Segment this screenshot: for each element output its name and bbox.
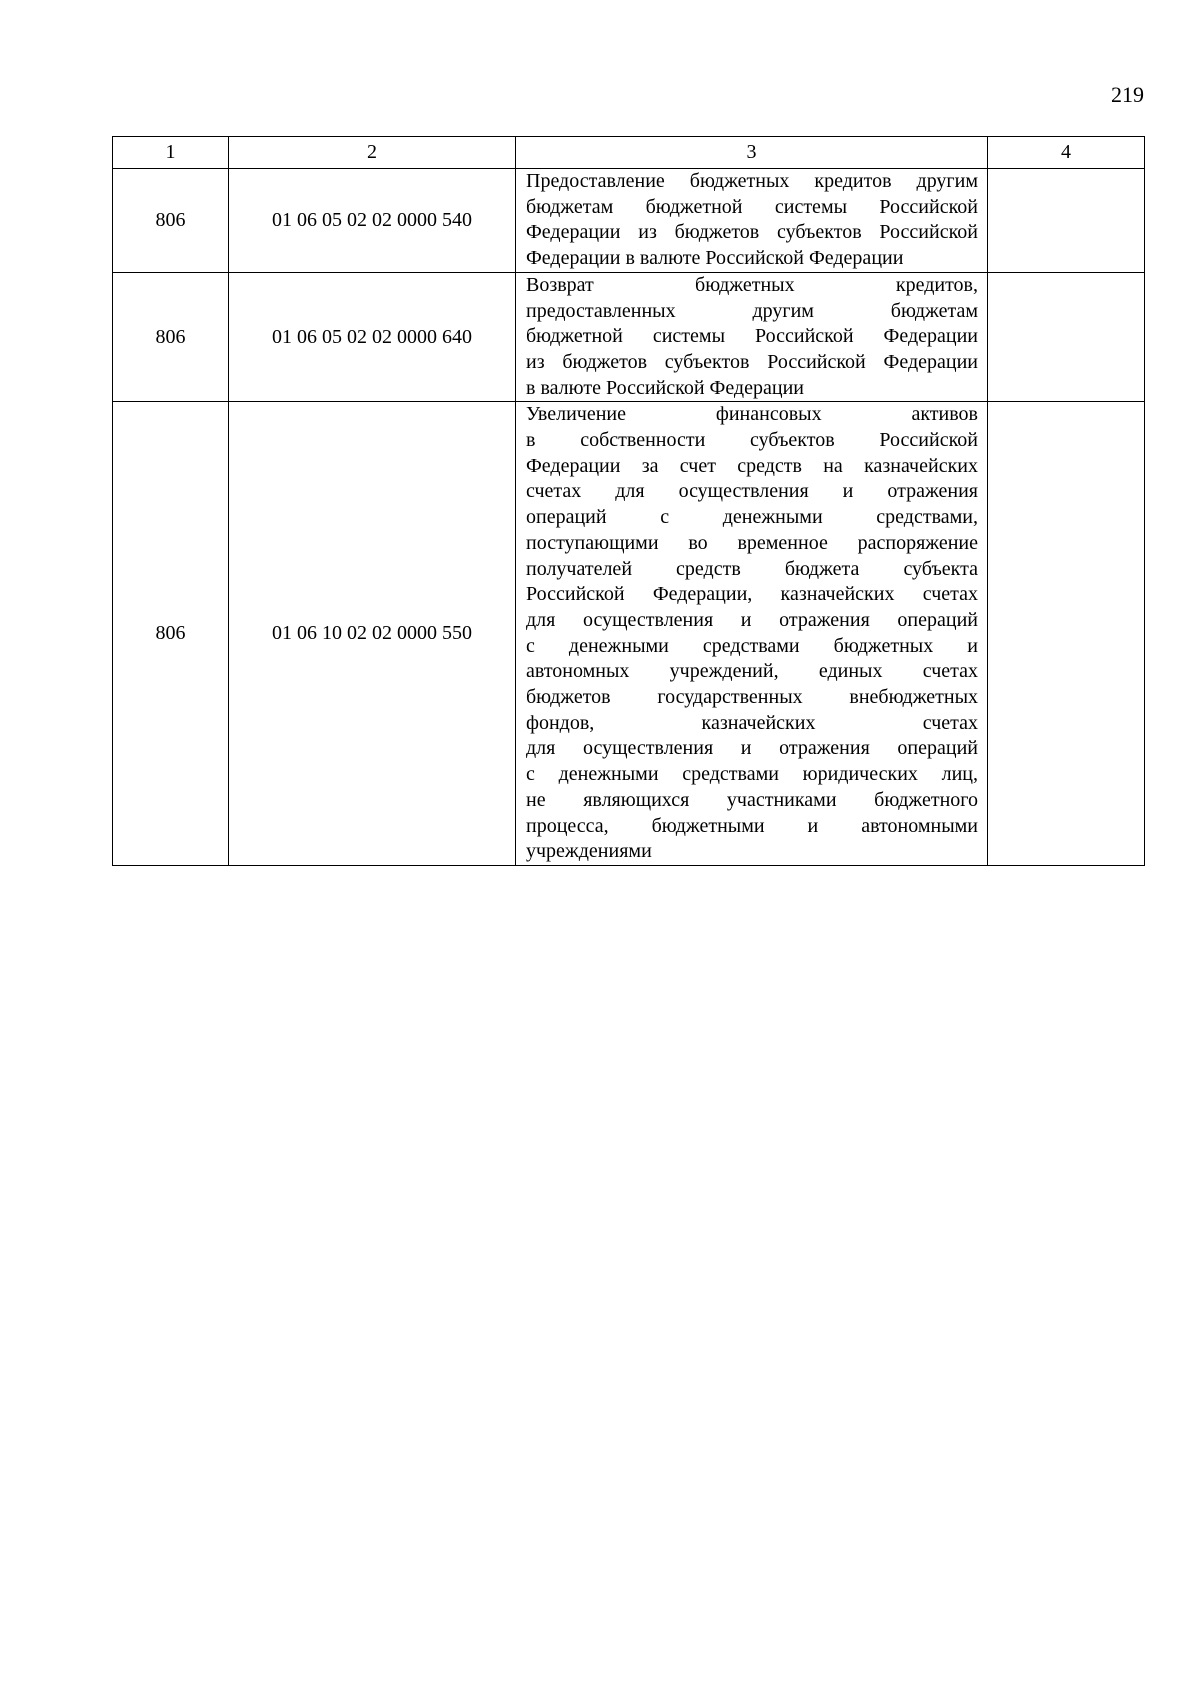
budget-sources-table [112, 136, 1145, 866]
budget-code-cell: 01 06 05 02 02 0000 540 [229, 169, 516, 273]
description-line: процесса, бюджетными и автономными [526, 814, 978, 837]
description-line: Федерации из бюджетов субъектов Российской [526, 221, 978, 244]
column-header-3: 3 [516, 137, 988, 169]
column-header-2: 2 [229, 137, 516, 169]
table-row [113, 272, 1145, 402]
description-line: Федерации в валюте Российской Федерации [526, 247, 904, 270]
description-line: бюджетов государственных внебюджетных [526, 686, 978, 709]
description-cell [516, 402, 988, 866]
description-line: из бюджетов субъектов Российской Федерации [526, 350, 978, 373]
description-line: бюджетам бюджетной системы Российской [526, 195, 978, 218]
description-line: бюджетной системы Российской Федерации [526, 325, 978, 348]
description-line: с денежными средствами юридических лиц, [526, 763, 978, 786]
description-line: получателей средств бюджета субъекта [526, 557, 978, 580]
description-line: Федерации за счет средств на казначейских [526, 454, 978, 477]
admin-code-cell: 806 [113, 272, 229, 402]
description-line: учреждениями [526, 840, 652, 863]
description-line: фондов, казначейских счетах [526, 711, 978, 734]
description-line: счетах для осуществления и отражения [526, 480, 978, 503]
description-line: в валюте Российской Федерации [526, 376, 804, 399]
column-header-1: 1 [113, 137, 229, 169]
page-number: 219 [1111, 82, 1144, 107]
description-line: автономных учреждений, единых счетах [526, 660, 978, 683]
table-header-row [113, 137, 1145, 169]
description-cell [516, 169, 988, 273]
budget-code-cell: 01 06 10 02 02 0000 550 [229, 402, 516, 866]
description-line: с денежными средствами бюджетных и [526, 634, 978, 657]
description-line: операций с денежными средствами, [526, 506, 978, 529]
admin-code-cell: 806 [113, 169, 229, 273]
description-cell [516, 272, 988, 402]
budget-code-cell: 01 06 05 02 02 0000 640 [229, 272, 516, 402]
table-row [113, 402, 1145, 866]
table-row [113, 169, 1145, 273]
description-line: не являющихся участниками бюджетного [526, 788, 978, 811]
description-line: в собственности субъектов Российской [526, 429, 978, 452]
column-4-cell [988, 169, 1145, 273]
column-4-cell [988, 402, 1145, 866]
description-line: Предоставление бюджетных кредитов другим [526, 170, 978, 192]
description-line: предоставленных другим бюджетам [526, 299, 978, 322]
description-line: для осуществления и отражения операций [526, 737, 978, 760]
description-line: для осуществления и отражения операций [526, 608, 978, 631]
description-line: Увеличение финансовых активов [526, 403, 978, 426]
description-line: Российской Федерации, казначейских счетах [526, 583, 978, 606]
description-line: Возврат бюджетных кредитов, [526, 273, 978, 296]
admin-code-cell: 806 [113, 402, 229, 866]
column-header-4: 4 [988, 137, 1145, 169]
column-4-cell [988, 272, 1145, 402]
description-line: поступающими во временное распоряжение [526, 531, 978, 554]
